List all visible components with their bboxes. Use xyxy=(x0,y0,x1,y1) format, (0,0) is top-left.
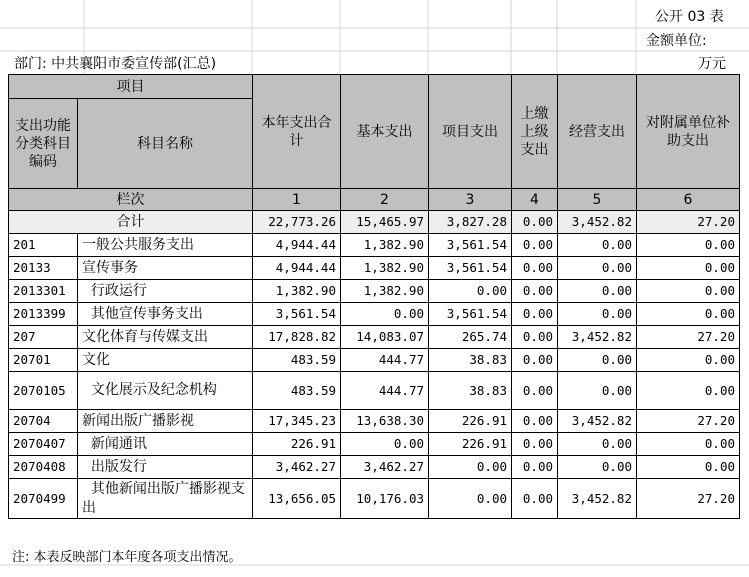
index-num: 6 xyxy=(637,189,740,211)
subject-code: 2070407 xyxy=(9,433,78,456)
amount-cell: 0.00 xyxy=(558,456,637,479)
total-value: 27.20 xyxy=(637,211,740,234)
header-subject-name: 科目名称 xyxy=(78,99,253,189)
amount-cell: 0.00 xyxy=(637,234,740,257)
amount-cell: 0.00 xyxy=(512,280,558,303)
table-row xyxy=(9,280,740,303)
department-label: 部门: 中共襄阳市委宣传部(汇总) xyxy=(14,56,217,72)
index-num: 2 xyxy=(341,189,429,211)
amount-cell: 3,452.82 xyxy=(558,410,637,433)
amount-cell: 0.00 xyxy=(429,280,512,303)
subject-name: 一般公共服务支出 xyxy=(78,234,253,257)
subject-name: 文化展示及纪念机构 xyxy=(78,372,253,410)
amount-cell: 1,382.90 xyxy=(253,280,341,303)
amount-cell: 0.00 xyxy=(512,372,558,410)
amount-cell: 0.00 xyxy=(558,257,637,280)
table-row xyxy=(9,372,740,410)
amount-cell: 0.00 xyxy=(341,433,429,456)
amount-cell: 0.00 xyxy=(637,257,740,280)
amount-cell: 265.74 xyxy=(429,326,512,349)
amount-cell: 0.00 xyxy=(429,479,512,519)
amount-cell: 0.00 xyxy=(637,456,740,479)
amount-cell: 1,382.90 xyxy=(341,234,429,257)
header-func-code: 支出功能分类科目编码 xyxy=(9,99,78,189)
amount-unit-value: 万元 xyxy=(698,56,726,72)
subject-name: 新闻通讯 xyxy=(78,433,253,456)
total-label: 合计 xyxy=(9,211,253,234)
index-num: 1 xyxy=(253,189,341,211)
subject-code: 20133 xyxy=(9,257,78,280)
header-project: 项目支出 xyxy=(429,75,512,189)
amount-cell: 38.83 xyxy=(429,372,512,410)
subject-code: 207 xyxy=(9,326,78,349)
amount-cell: 0.00 xyxy=(429,456,512,479)
amount-cell: 0.00 xyxy=(558,280,637,303)
amount-cell: 0.00 xyxy=(558,372,637,410)
amount-cell: 0.00 xyxy=(512,456,558,479)
amount-cell: 3,561.54 xyxy=(253,303,341,326)
amount-cell: 3,452.82 xyxy=(558,326,637,349)
header-basic: 基本支出 xyxy=(341,75,429,189)
subject-code: 2013399 xyxy=(9,303,78,326)
amount-cell: 226.91 xyxy=(429,410,512,433)
table-row xyxy=(9,410,740,433)
amount-cell: 0.00 xyxy=(512,234,558,257)
amount-cell: 3,561.54 xyxy=(429,234,512,257)
amount-cell: 38.83 xyxy=(429,349,512,372)
amount-cell: 0.00 xyxy=(512,326,558,349)
table-row xyxy=(9,234,740,257)
amount-cell: 0.00 xyxy=(637,280,740,303)
subject-name: 文化体育与传媒支出 xyxy=(78,326,253,349)
index-num: 5 xyxy=(558,189,637,211)
amount-cell: 3,462.27 xyxy=(253,456,341,479)
table-row xyxy=(9,479,740,519)
table-row xyxy=(9,326,740,349)
header-upper: 上缴上级支出 xyxy=(512,75,558,189)
header-item: 项目 xyxy=(9,75,253,99)
total-value: 3,827.28 xyxy=(429,211,512,234)
index-num: 4 xyxy=(512,189,558,211)
total-value: 0.00 xyxy=(512,211,558,234)
subject-code: 2070408 xyxy=(9,456,78,479)
amount-cell: 0.00 xyxy=(512,433,558,456)
amount-cell: 0.00 xyxy=(558,349,637,372)
subject-name: 其他新闻出版广播影视支出 xyxy=(78,479,253,519)
amount-cell: 0.00 xyxy=(512,257,558,280)
subject-name: 出版发行 xyxy=(78,456,253,479)
amount-cell: 483.59 xyxy=(253,372,341,410)
amount-cell: 10,176.03 xyxy=(341,479,429,519)
subject-code: 20704 xyxy=(9,410,78,433)
amount-unit-label: 金额单位: xyxy=(646,33,707,49)
amount-cell: 0.00 xyxy=(637,349,740,372)
amount-cell: 444.77 xyxy=(341,349,429,372)
amount-cell: 1,382.90 xyxy=(341,280,429,303)
amount-cell: 3,452.82 xyxy=(558,479,637,519)
total-value: 22,773.26 xyxy=(253,211,341,234)
subject-name: 新闻出版广播影视 xyxy=(78,410,253,433)
subject-name: 文化 xyxy=(78,349,253,372)
subject-code: 2013301 xyxy=(9,280,78,303)
amount-cell: 14,083.07 xyxy=(341,326,429,349)
amount-cell: 27.20 xyxy=(637,326,740,349)
subject-name: 行政运行 xyxy=(78,280,253,303)
header-subsidy: 对附属单位补助支出 xyxy=(637,75,740,189)
subject-code: 201 xyxy=(9,234,78,257)
table-row xyxy=(9,456,740,479)
amount-cell: 4,944.44 xyxy=(253,234,341,257)
subject-code: 2070499 xyxy=(9,479,78,519)
amount-cell: 27.20 xyxy=(637,410,740,433)
subject-code: 2070105 xyxy=(9,372,78,410)
amount-cell: 444.77 xyxy=(341,372,429,410)
amount-cell: 27.20 xyxy=(637,479,740,519)
subject-name: 其他宣传事务支出 xyxy=(78,303,253,326)
header-business: 经营支出 xyxy=(558,75,637,189)
amount-cell: 0.00 xyxy=(637,433,740,456)
amount-cell: 0.00 xyxy=(558,433,637,456)
amount-cell: 483.59 xyxy=(253,349,341,372)
amount-cell: 3,561.54 xyxy=(429,257,512,280)
amount-cell: 226.91 xyxy=(429,433,512,456)
table-code-label: 公开 03 表 xyxy=(655,9,724,25)
amount-cell: 0.00 xyxy=(637,372,740,410)
expenditure-table xyxy=(8,74,740,519)
header-total: 本年支出合计 xyxy=(253,75,341,189)
amount-cell: 4,944.44 xyxy=(253,257,341,280)
amount-cell: 0.00 xyxy=(512,479,558,519)
total-value: 3,452.82 xyxy=(558,211,637,234)
subject-code: 20701 xyxy=(9,349,78,372)
amount-cell: 226.91 xyxy=(253,433,341,456)
table-row xyxy=(9,303,740,326)
amount-cell: 1,382.90 xyxy=(341,257,429,280)
amount-cell: 0.00 xyxy=(512,349,558,372)
total-row xyxy=(9,211,740,234)
total-value: 15,465.97 xyxy=(341,211,429,234)
index-num: 3 xyxy=(429,189,512,211)
amount-cell: 0.00 xyxy=(341,303,429,326)
amount-cell: 13,638.30 xyxy=(341,410,429,433)
amount-cell: 0.00 xyxy=(558,234,637,257)
index-row-label: 栏次 xyxy=(9,189,253,211)
amount-cell: 0.00 xyxy=(512,410,558,433)
amount-cell: 13,656.05 xyxy=(253,479,341,519)
table-row xyxy=(9,433,740,456)
table-row xyxy=(9,349,740,372)
amount-cell: 3,462.27 xyxy=(341,456,429,479)
table-row xyxy=(9,257,740,280)
amount-cell: 0.00 xyxy=(558,303,637,326)
amount-cell: 0.00 xyxy=(512,303,558,326)
footnote: 注: 本表反映部门本年度各项支出情况。 xyxy=(12,550,242,565)
amount-cell: 17,828.82 xyxy=(253,326,341,349)
amount-cell: 3,561.54 xyxy=(429,303,512,326)
subject-name: 宣传事务 xyxy=(78,257,253,280)
amount-cell: 17,345.23 xyxy=(253,410,341,433)
amount-cell: 0.00 xyxy=(637,303,740,326)
